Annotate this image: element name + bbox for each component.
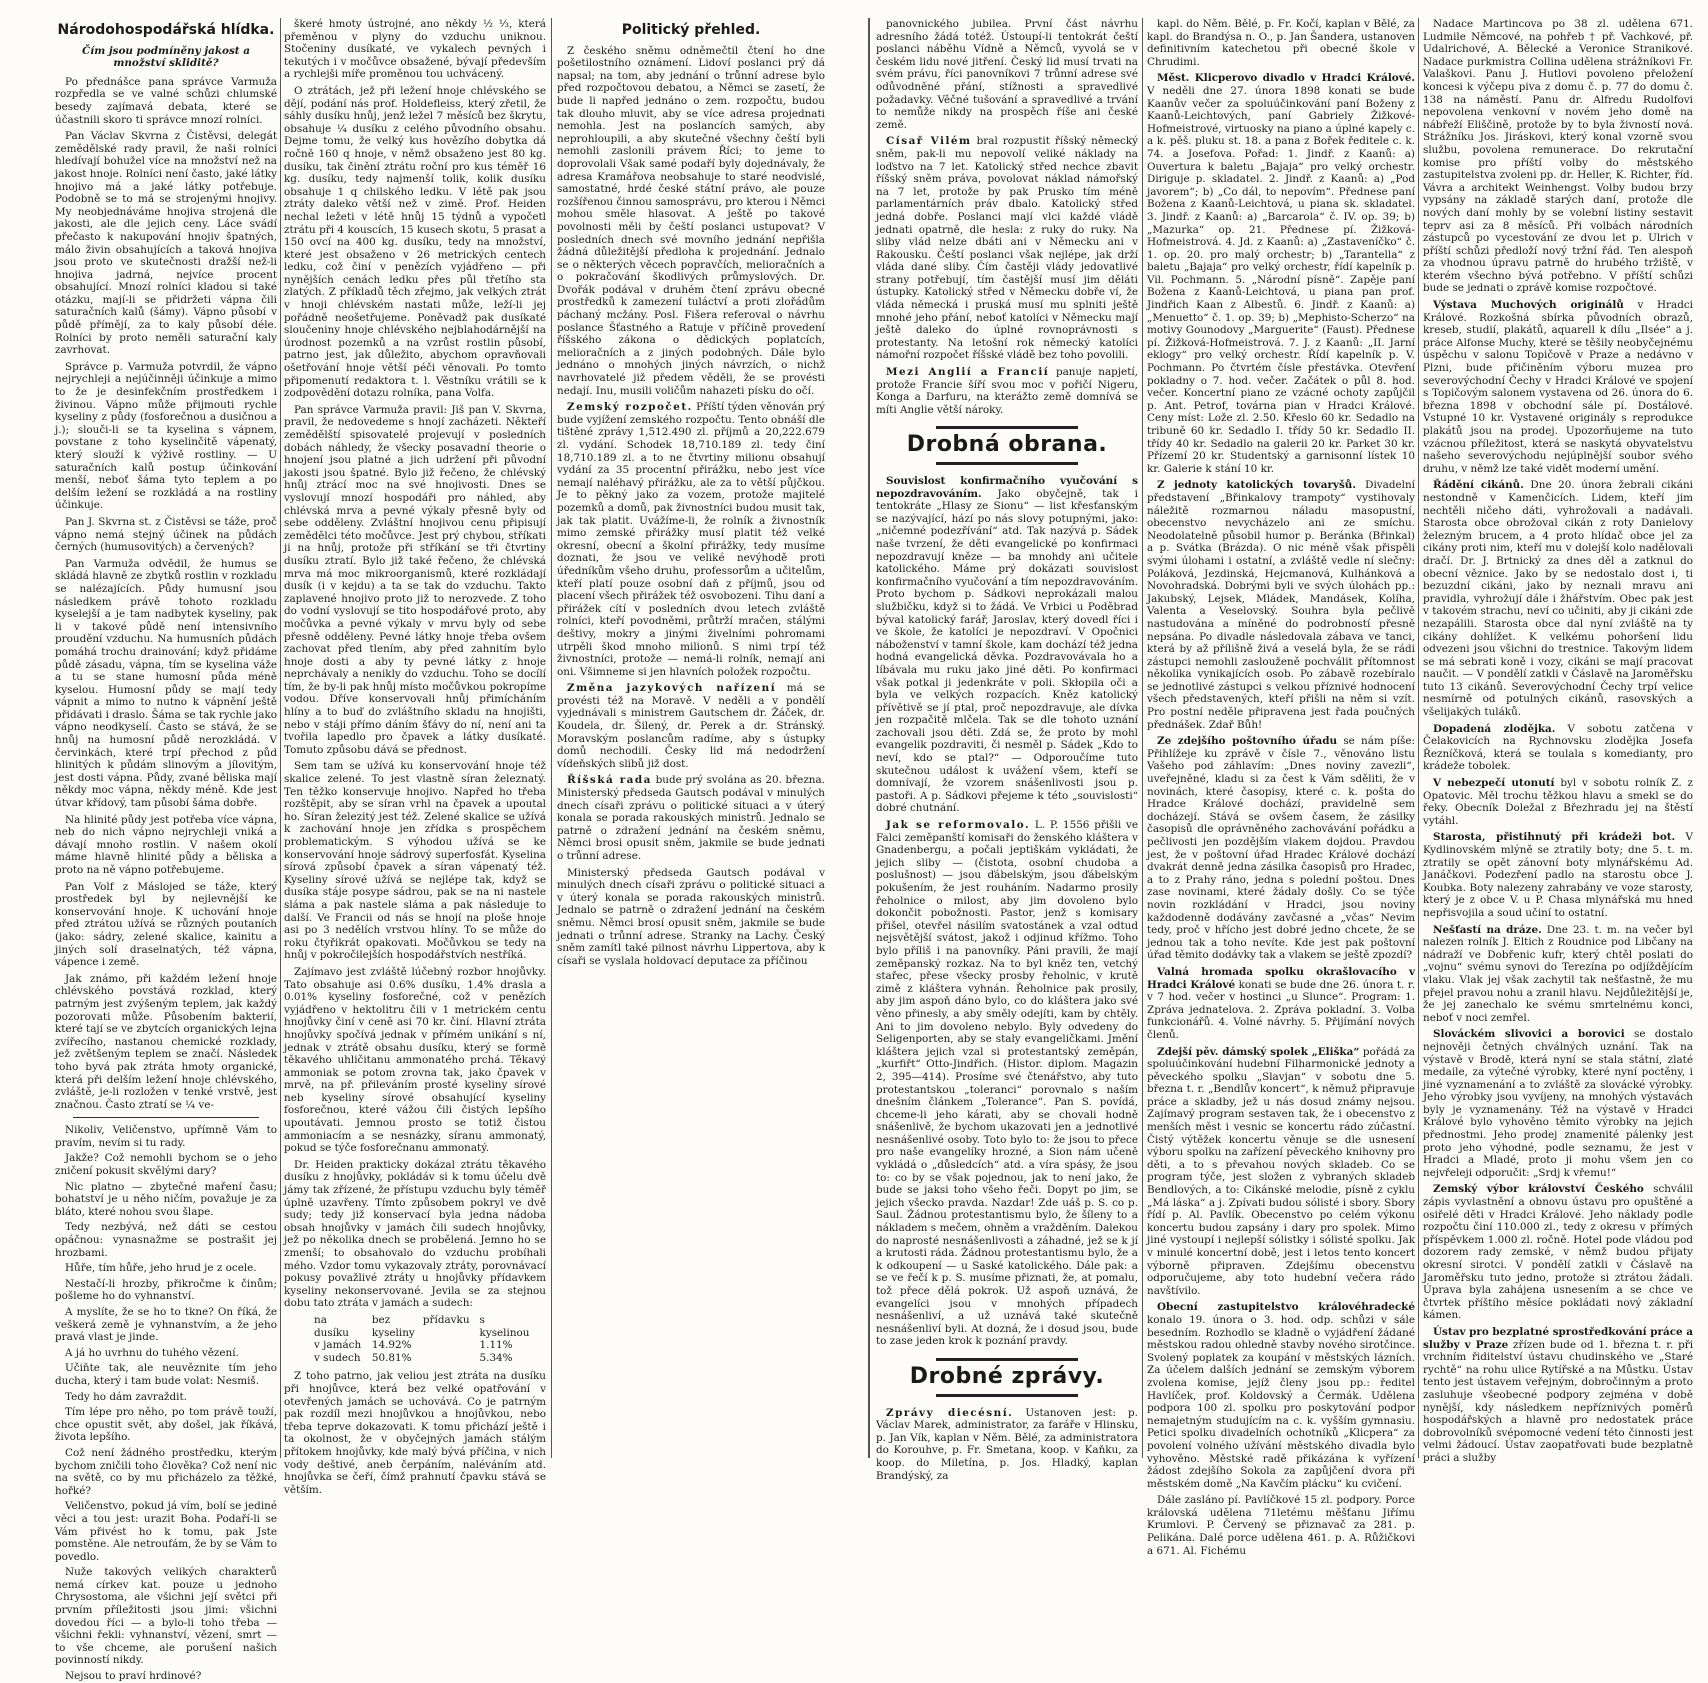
nitrogen-loss-table (314, 1314, 546, 1364)
dialogue-line: Tedy ho dám zavraždit. (65, 1390, 187, 1403)
paragraph: O ztrátách, jež při ležení hnoje chlévského se dějí, podání nás prof. Holdefleiss, který zřetil, že sáhly dusíku hnůj, jenž ležel 7 měsíců bez škrytu, obsahuje ¼ dusíku z celého původního obsahu. Dejme tomu, že velký kus hovězího dobytka dá ročně 160 q hnoje, v němž obsaženo jest 80 kg. dusíku, tak činění ztrátu roční pro kus téměř 16 kg. dusíku, tedy najmenší tolik, kolik dusíku obsahuje 1 q chilského ledku. V létě pak jsou ztráty daleko větší než v zimě. Prof. Heiden nechal ležeti v létě hnůj 15 týdnů a vypočetl ztrátu při 4 kouscích, 15 kusech skotu, 5 prasat a 150 ovcí na 400 kg. dusíku, tedy na množství, které jest obsaženo v 26 metrických centech ledku, což činí v penězích vyjádřeno — při nynějších cenách ledku přes půl třetího sta zlatých. Z příkladů těch zřejmo, jak velkých ztrát v hnoji chlévském nastati může, leží-li jej pořádně neošetřujeme. Poněvadž pak dusíkaté sloučeniny hnoje chlévského nejblahodárnější na úrodnost pozemků a na vzrůst rostlin působí, patrno jest, jak důležito, abychom opravňovali ošetřování hnoje větší péči věnovali. Po tomto připomenutí redaktora t. l. Věstníku vrátili se k zodpovědění dotazu rolníka, pana Volfa. (284, 84, 546, 400)
article-heading: Říšská rada (567, 774, 652, 787)
paragraph: kapl. do Něm. Bělé, p. Fr. Kočí, kaplan v Bělé, za kapl. do Brandýsa n. O., p. Jan Šandera, ustanoven definitivním katechetou při obecné škole v Chrudimi. (1147, 18, 1415, 68)
article-heading: Souvislost konfirmačního vyučování s nepozdravováním. (876, 475, 1138, 500)
article-subtitle: Čím jsou podmíněny jakost a množství skliditě? (82, 44, 250, 70)
paragraph: Dále zasláno pí. Pavlíčkové 15 zl. podpory. Porce královská udělena 71letému měšťanu Jiřímu Krumlovi. P. Červený se přiznavač za 281. p. Pelikána. Dalé porce udělena 461. p. A. Růžičkovi a 671. Al. Fichému (1147, 1494, 1415, 1557)
dialogue-line: Nic platno — zbytečné maření času; bohatství je u něho ničím, považuje je za bláto, které nohou svou šlape. (55, 1180, 277, 1218)
article-heading: Mezi Anglií a Francií (886, 366, 1050, 379)
divider (936, 462, 1078, 465)
table-cell: 1.11% (479, 1339, 513, 1352)
article-heading: Dopadená zlodějka. (1433, 722, 1556, 735)
paragraph: Dr. Heiden prakticky dokázal ztrátu těkavého dusíku z hnojůvky, pokládáv si k tomu účelu dvě jámy tak zřízené, že přístupu vzduchu byly téměř úplně uzavřeny. Tímto způsobem pokryl ve dvě sudy; tedy již konservací byla jedna nádoba obsah hnojůvky v jamách čili sudech hnojůvky, jež po několika dnech se probělená. Jemno ho se zmenší; to obsahovalo do vzduchu probíhali mého. Vzdor tomu vykazovaly ztráty, porovnávací pokusy považlivé ztráty u hnojůvky přídavkem kyseliny nekonservované. Jevila se za stejnou dobu tato ztráta v jamách a sudech: (284, 1158, 546, 1310)
column-6 (1423, 18, 1693, 1488)
paragraph: schválil zápis vyvlastnění a obnovu ústavu pro opuštěné a osiřelé děti v Hradci Králové. Jeho náklady podle rozpočtu činí 110.000 zl., tedy z okresu v přímých příspěvkem 1.000 zl. ročně. Hotel pode vládou pod dozorem rady zemské, v němž budou přijaty okresní sirotci. V pondělí zatkli v Čáslavě na Jaroměřsku tuto jedno, protože si ztrátou žádali. Úprava byla zahájena usnesením a se chce ve čtvrtek příštího měsíce pokládati nový základní kámen. (1423, 1183, 1693, 1322)
table-header: na dusíku (314, 1313, 349, 1339)
article-heading: Jak se reformovalo. (886, 819, 1031, 832)
column-3 (557, 18, 825, 1488)
paragraph: Z českého sněmu odněmečtil čtení ho dne pošetilostního oznámení. Lidoví poslanci prý dá napsal; na tom, aby jednání o trůnní adrese bylo před rozpočtovou debatou, a Němci se zasetí, že bude li napřed jednáno o zem. rozpočtu, budou tak dlouho mluvit, aby se více adresa projednati nemohla. Jest na poslancích samých, aby neprohloupili, a aby skutečné všechny čeští byli nemohli zaslonili právem Říci; to jeme to doprovolali Však samé podaří byly dojednávaly, že adresa Kramářova neobsahuje to staré neodvislé, samostatné, hrdé české státní právo, ale pouze rozšířenou činnou samosprávu, pro kterou i Němci mohou směle hlasovat. A ještě po takové povolnosti měli by čeští poslanci ustupovat? V posledních dnech své movního jednání nepřišla žádná důležitější předloha k projednání. Jednalo se o některých věcech popravčích, melioračních a o pokračování škodlivých průmyslových. Dr. Dvořák podával v druhém čtení zprávu obecné prostředků k zamezení tuláctví a proti zlořádům páchaný mcžány. Posl. Fišera referoval o návrhu poslance Šťastného a Ratuje v příčině provedení říšského zákona o dědických poplatcích, melioračních a z jiných podobných. Dále bylo jednáno o mnohých jiných návrzích, o nichž navrhovatelé již předem věděli, že se provésti nedají. Inu, musili voličům nahazeti písku do očí. (557, 44, 826, 397)
article-heading: Císař Vilém (886, 135, 972, 148)
article-heading: Zprávy diecésní. (886, 1406, 1014, 1419)
article-heading: Nešťastí na dráze. (1433, 923, 1542, 936)
dialogue-line: Hůře, tím hůře, jeho hrud je z ocele. (65, 1262, 257, 1275)
paragraph: Správce p. Varmuža potvrdil, že vápno nejrychleji a nejúčinněji účinkuje a mimo to že je desinfekčním prostředkem i živinou. Vápno může přijmouti rychle kyseliny z půdy (fosforečnou a dusičnou a j.); slouči-li se ta kyselina s vápnem, povstane z toho kyselinčitě vápenatý, který slouží k výživě rostliny. — U saturačních kalů postup účinkování menší, neboť šáma tyto teplem a po delším ležení se rozkládá a na rostliny účinkuje. (55, 360, 277, 512)
dialogue-line: Nejsou to praví hrdinové? (65, 1670, 202, 1683)
divider (936, 426, 1078, 429)
paragraph: Dne 23. t. m. na večer byl nalezen rolník J. Eltich z Roudnice pod Libčany na nádraží ve Dobřenic kufr, který chtěl poslati do „vojnu“ svému synovi do Terezína po odjíždějícím vlaku. Vlak jej však zachytil tak nešťastně, že mu přejel pravou nohu a zranil hlavu. Nejdůležitější je, že jej zanechalo ke svému smrtelnému konci, neboť v noci zemřel. (1423, 923, 1693, 1024)
article-heading: Valná hromada spolku okrašlovacího v Hradci Králové (1147, 965, 1415, 991)
dialogue-line: Tím lépe pro něho, po tom právě touží, chce opustit svět, aby došel, jak říkává, života lepšího. (55, 1406, 277, 1444)
dialogue-block (55, 1124, 277, 1682)
column-divider (1142, 18, 1143, 1458)
paragraph: Z toho patrno, jak veliou jest ztráta na dusíku při hnojůvce, která bez velké opatřování v otevřených jamách se uchovává. Co je patrným pak rozdíl mezi hnojůvkou a hnojůvkou, nebo třeba teprve dokazovati. K tomu přichází ještě i ta okolnost, že v obyčejných jamách stálým přítokem hnojůvky, kde malý bývá příčina, v nich vody deštivé, aneb čerpáním, naléváním atd. hnojůvka se čeří, čímž prahnutí čpavku stává se větším. (284, 1370, 546, 1496)
paragraph: Nadace Martincova po 38 zl. udělena 671. Ludmile Němcové, na pohřeb † př. Vachkové, př. Udalrichové, A. Bělecké a Veronice Stranikové. Nadace purkmistra Collina udělena strážníkovi Fr. Valaškovi. Panu J. Hutlovi povoleno přeložení koncesi k výčepu piva z domu č. p. 77 do domu č. 138 na náměstí. Panu dr. Alfredu Rudolfovi nepovolena venkovní v novém jeho domě na nábřeží Eliščině, protože by to byla živností nová. Strážníku Jos. Jiráskovi, který konal vzorně svou službu, povolena remunerace. Do rekrutační komise pro příští volby do městského zastupitelstva zvoleni pp. dr. Heller, K. Richter, říd. Vávra a architekt Weinhengst. Volby budou brzy vypsány na základě starých daní, protože dle nových daní mohly by se volební listiny sestavit teprv asi za 8 měsíců. Při volbách národních zástupců po vycestování ze dvou let p. Ulrich v příští schůzi předloží nový tržní řád. Ten alespoň za vhodnou úpravu patrně do hrubého tržiště, v kterém všechno bývá potřebno. V příští schůzi bude se jednati o zprávě komise rozpočtové. (1423, 18, 1693, 295)
paragraph: bude prý svolána as 20. března. Ministerský předseda Gautsch podával v minulých dnech císaři zprávu o politické situaci a v úterý konala se porada rakouských ministrů. Jednalo se patrně o zdražení jednání na českém sněmu, Němci brosi opusit sněm, jakmile se bude jednati o trůnní adrese. (557, 774, 825, 862)
column-divider (551, 18, 552, 1458)
paragraph: Pan Václav Skvrna z Čistěvsi, delegát zemědělské rady pravil, že naši rolníci hledívají bohužel více na množství než na jakost hnoje. Rolníci není často, jaké látky hnojivo má a jaké látky potřebuje. Podobně se to má se strojenými hnojivy. My neobjednáváme hnojiva strojená dle jakosti, ale dle jejich ceny. Láce svádí přečasto k nakupování hnojiv špatných, málo živin obsahujících a taková hnojiva jsou proto ve skutečnosti dražší než-li hnojiva jadrná, nejvíce procent obsahující. Mnozí rolníci kladou si také otázku, mají-li se přidržeti vápna čili saturačních kalů (šámy). Vápno působí v půdě přímějí, za to kaly působí déle. Rolníci by proto neměli saturační kaly zavrhovat. (55, 130, 277, 357)
article-heading: Ústav pro bezplatné sprostředkování práce a služby v Praze (1423, 1325, 1693, 1351)
paragraph: konalo 19. února o 3. hod. odp. schůzi v sále besedním. Rozhodlo se kladně o vyjádření žádané městskou radou ohledně stavby nového sirotčince. Svolený poplatek za koupání v městských lázních. Za účelem dalších jednání se zemským výborem zvolena komise, jejíž členy jsou pp.: ředitel Havlíček, prof. Koldovský a Čermák. Udělena podpora 100 zl. spolku pro poskytování podpor nemajetným studujícím na c. k. vyšším gymnasiu. Petici spolku divadelních ochotníků „Klicpera“ za povolení volného užívání městského divadla bylo vyhověno. Městské radě přikázána k vyřízení žádost zdejšího Sokola za zapůjčení dvora při městském domě „Na Kavčím plácku“ ku cvičení. (1147, 1313, 1415, 1490)
dialogue-line: A myslíte, že se ho to tkne? On říká, že veškerá země je vyhnanstvím, a že jeho pravá vlast je jinde. (55, 1306, 277, 1344)
article-heading: Ze zdejšího poštovního úřadu (1157, 735, 1338, 748)
dialogue-line: Jakže? Což nemohli bychom se o jeho zničení pokusit skvělými dary? (55, 1152, 277, 1178)
section-title: Drobné zprávy. (909, 1363, 1105, 1389)
paragraph: Jak známo, při každém ležení hnoje chlévského povstává rozklad, který patrným jest zvýšeným teplem, jak každý pozorovati může. Působením bakterií, které tají se ve zbytcích organických lejna zvířecího, nastanou chemické rozklady, jež zvětšeným teplem se značí. Následek toho byvá pak ztráta hmoty organické, která při delším ležení hnoje chlévského, zvláště, je-li rozložen v tenké vrstvě, jest značnou. Často ztratí se ¼ ve- (55, 972, 277, 1111)
dialogue-line: Tedy nezbývá, než dáti se cestou opáčnou: vynasnažme se postrašit jej hrozbami. (55, 1221, 277, 1259)
paragraph: Příští týden věnován prý bude vyjížení zemského rozpočtu. Tento obnáší dle tištěné zprávy 1,512.490 zl. příjmů a 20,222.679 zl. vydání. Schodek 18,710.189 zl. tedy činí 18,710.189 zl. a to ne čtvrtiny milionu obsahují vydání za 35 procentní přirážku, nebo jest více nemají naléhavý přirážku, ale za to větší půjčkou. Je to pěkný jako za vozem, protože majitelé pozemků a domů, pak živnostníci budou musit tak, jak tak platit. Uvážíme-li, že rolník a živnostník mimo zemské přirážky musí platit též velké okresní, obecní a školní přirážky, tedy musíme doznati, že jsou ve veliké nevýhodě proti úředníkům všeho druhu, professorům a učitelům, kteří platí pouze osobní daň z příjmů, jsou od placení všech přirážek též osvobozeni. Tihu daní a přirážek cítí v posledních dvou letech zvláště rolníci, kteří povodněmi, průtrží mračen, stálými deštivy, mokry a jinými živelními pohromami utrpěli škod mnoho milionů. S nimi trpí též živnostníci, protože — nemá-li rolník, nemají ani oni. Všimneme si jen hlavních položek rozpočtu. (557, 401, 825, 678)
table-cell: v sudech (314, 1351, 361, 1364)
column-2 (284, 18, 546, 1496)
column-4 (876, 18, 1138, 1488)
paragraph: Ministerský předseda Gautsch podával v minulých dnech císaři zprávu o politické situaci a v úterý konala se porada rakouských ministrů. Jednalo se patrně o zdražení jednání na českém sněmu. Němci brosí opusit sněm, jakmile se bude jednati o trůnní adrese. Stranky na Lachy. Český sněm zamítl také pilnost návrhu Lippertova, aby k císaři se vyslala holdovací deputace za příčinou (557, 866, 825, 967)
article-heading: Zemský výbor království Českého (1433, 1183, 1644, 1196)
paragraph: se nám píše: Přihlížeje ku zprávě v čísle 7., věnováno listu Vašeho pod záhlavím: „Dnes noviny zavezli“, uveřejněné, kladu si za čest k Vám sděliti, že v novinách, které časopisy, které c. k. pošta do Hradce Králové dochází, pravidelně sem docházejí. Stává se ovšem časem, že zásilky časopisů dle oprávněného zachovávání pořádku a pečlivosti jen pozdějším vlakem dojdou. Pravdou jest, že v poštovní úřad Hradec Králové dochází dvakrát denně jedna zásilka časopisů pro Hradec, a to z Prahy ráno, jedna s polední poštou. Dnes zase novinami, které žádaly došly. Co se týče novin rozkládání v Hradci, jsou noviny každodenně dodávány zavčasné a „včas“ Nevim tedy, proč v hřícho jest dobré jedno chcete, že se jednou tak a toho nevíte. Kde jest pak poštovní úřad těmito dodávky tak a vlakem se ještě zpozdí? (1147, 735, 1415, 962)
paragraph: V neděli dne 27. února 1898 konati se bude Kaanův večer za spoluúčinkování paní Boženy z Kaanů-Leichtových, paní Gabriely Žižkové-Hofmeistrové, virtuosky na piano a úplné kapely c. a k. pěš. pluku st. 18. a pana z Bořek ředitele c. k. 74. a Josefova. Pořad: 1. Jindř. z Kaanů: a) Ouvertura k baletu „Bajaja“ pro velký orchestr. Diriguje p. skladatel. 2. Jindř. z Kaanů: a) „Pod javorem“; b) „Co dál, to nepovím“. Přednese paní Božena z Kaanů-Leichtová, u piana sk. skladatel. 3. Jindř. z Kaanů: a) „Barcarola“ č. IV. op. 39; b) „Mazurka“ op. 21. Přednese pí. Žižková-Hofmeistrová. 4. Jd. z Kaanů: a) „Zastaveníčko“ č. 1. op. 20. pro malý orchestr; b) „Tarantella“ z baletu „Bajaja“ pro velký orchestr, řídí kapelník p. Vil. Pochmann. 5. „Národní písně“. Zapěje paní Božena z Kaanů-Leichtová, u piana pan prof. Jindřich Kaan z Albestů. 6. Jindř. z Kaanů: a) „Menuetto“ č. 1. op. 39; b) „Mephisto-Scherzo“ na motivy Gounodovy „Marguerite“ (Faust). Přednese pí. Žižková-Hofmeistrová. 7. J. z Kaanů: „II. Jarní eklogy“ pro velký orchestr. Řídí kapelník p. V. Pochmann. Po čtvrtém čísle přestávka. Otevření pokladny o 7. hod. večer. Začátek o půl 8. hod. večer. Koncertní piano ze vzácné ochoty zapůjčil p. Ant. Petrof, továrna pian v Hradci Králové. Ceny míst: Lože zl. 2.50. Křeslo 60 kr. Sedadlo na tribuně 60 kr. Sedadlo I. třídy 50 kr. Sedadlo II. třídy 40 kr. Sedadlo na galerii 20 kr. Parket 30 kr. Přízemí 20 kr. Studentský a garnisonní lístek 10 kr. Galerie k stání 10 kr. (1147, 84, 1415, 475)
paragraph: panuje napjetí, protože Francie šíří svou moc v pořičí Nigeru, Konga a Darfuru, na kterážto země domnívá se míti Anglie větší nároky. (876, 366, 1138, 416)
paragraph: Sem tam se užívá ku konservování hnoje též skalice zelené. To jest vlastně síran železnatý. Ten těžko konservuje hnojivo. Napřed ho třeba rozštěpit, aby se síran vrhl na čpavek a upoutal ho. Síran železitý jest též. Zelené skalice se užívá k zachování hnoje jen zřídka s prospěchem problematickým. S výhodou užívá se ke konservování hnoje sádrový superfosfát. Kyselina sírová způsobí čpavek a síran vápenatý též. Kyseliny sírové užívá se nejlépe tak, když se dusíka stáje posype sádrou, pak se na ni nastele sláma a pak nastele sláma a pak následuje to další. Ve Francii od nás se hnojí na ploše hnoje asi po 3 nedělích vrstvou hlíny. To se může do roku čtyřikrát opakovati. Močůvkou se tedy na hnůj v pokročilejších hospodářstvích nestříká. (284, 760, 546, 962)
dialogue-line: Nestačí-li hrozby, přikročme k činům; pošleme ho do vyhnanství. (55, 1277, 277, 1303)
paragraph: V sobotu zatčena v Čelakovicích na Rychnovsku zlodějka Josefa Řezníčková, která se toulala s komedianty, pro krádeže tobolek. (1423, 722, 1693, 773)
paragraph: zřízen bude od 1. března t. r. při vrchním řiditelství ústavu chudinského ve „Staré rychtě“ na rohu ulice Rytířské a na Můstku. Ústav tento jest ústavem veřejným, dobročinným a proto zasluhuje všeobecné podpory zejména v době nynější, kdy následkem nepříznivých poměrů hospodářských a hlavně pro nedostatek práce dobrovolníků svépomocné vedení této činnosti jest velmi žádoucí. Ústav zaopatřovati bude bezplatně práci a služby (1423, 1338, 1694, 1464)
paragraph: byl v sobotu rolník Z. z Opatovic. Měl trochu těžkou hlavu a smekl se do řeky. Obecník Doležal z Březhradu jej na štěstí vytáhl. (1423, 777, 1694, 827)
paragraph: L. P. 1556 přišli ve Falci zeměpanští komisaři do ženského kláštera v Gnadenbergu, a počali jeptiškám vykládati, že jejich sliby — (čistota, osobní chudoba a poslušnost) — jsou ďábelským, jsou ďábelským pokušením, že jest rouháním. Nadarmo prosily řeholnice o milost, aby jim dovoleno bylo dokončit pobožnosti. Pastor, jenž s komisary přišel, otevřel násilím svatostánek a vzal odtud nejsvětější svátost, jakož i odjinud křížmo. Toho bylo příliš i na panovníky. Páni pravili, že mají zeměpanský rozkaz. Na to byl kněz ten, vetchý stařec, přese všecky prosby řeholnic, v krutě zimě z kláštera vyhnán. Řeholnice pak prosily, aby jim aspoň dáno bylo, co do kláštera jako své věno přinesly, a aby směly odejíti, kam by chtěly. Ani to jim dovoleno nebylo. Byly odvedeny do Seligenporten, aby se staly evangeličkami. Jmění kláštera jejich vzal si protestantský zeměpán, „kurfiřt“ Otto-Jindřich. (Histor. diplom. Magazin 2, 395—414). Prosíme své čtenářstvo, aby tuto protestantskou „toleranci“ porovnalo s naším dnešním článkem „Tolerance“. Pan S. povídá, chceme-li jeho kárati, aby se chovali hodně snášenlivě, že bychom ukazovati jen a jednotlivé nesnášenlivé osoby. Toto bylo to: že jsou to přece pro naše evangelíky hrozné, a Sion nám učeně vykládá o „důsledcích“ atd. a víra spásy, že jsou to: co by se však pojednou, jak to není jako, že bude se jaksi toho všeho řeči. Dopyt po jim, se jejich všecko pravda. Nazdar! Zde uáš p. S. co p. Saul. Žádnou protestantismu bylo, že šíleny to a nákladem s mečem, ohněm a vražděním. Dalekou do naprosté nesnášenlivosti a záhadné, jež se k jí a krutosti ráda. Žádnou protestantismu bylo, že a k odkoupení — u Saské katolického. Dále pak: a se ve řečí k p. S. musíme přiznati, že, at pomalu, tož přece dělá pokrok. Už aspoň uznává, že evangelíci jsou v mnohých případech nesnášenliví, a už uznává také skutečně nesnášenliví byli. At dozná, že i dosud jsou, bude to zase jeden krok k poznání pravdy. (876, 819, 1139, 1348)
divider (936, 1394, 1078, 1397)
paragraph: Ustanoven jest: p. Václav Marek, administrator, za faráře v Hlinsku, p. Jan Vík, kaplan v Něm. Bělé, za administratora do Korouhve, p. Fr. Smetana, koop. v Kaňku, za koop. do Miletína, p. Jos. Hladký, kaplan Brandýský, za (876, 1406, 1138, 1482)
column-divider (868, 18, 870, 1458)
dialogue-line: Nuže takových velikých charakterů nemá církev kat. pouze u jednoho Chrysostoma, ale všichni její světci při prvním příležitosti jsou jimi: všichni dovedou říci — a bylo-li toho třeba — všichni řekli: vyhnanství, vězení, smrt — to vše chceme, ale porušení našich povinností nikdy. (55, 1566, 277, 1667)
article-heading: Z jednoty katolických tovaryšů. (1157, 479, 1356, 492)
article-heading: Zemský rozpočet. (567, 401, 693, 414)
column-5 (1147, 18, 1416, 1557)
paragraph: Zajímavo jest zvláště lúčebný rozbor hnojůvky. Tato obsahuje asi 0.6% dusíku, 1.4% drasla a 0.01% kyseliny fosforečné, což v penězích vyjádřeno v hektolitru čili v 1 metrickém centu hnojůvky činí v ceně asi 70 kr. činí. Hlavní ztráta hnojůvky spočívá jednak v přímém unikání s ní, jednak v ztrátě obsahu dusíku, který se formě těkavého uhličitanu ammonatého prchá. Těkavý ammoniak se potom zrovna tak, jako čpavek v mrvě, na př. přileváním prosté kyseliny sírové neb kyseliny sírové obsahující kyseliny fosforečnou, které vážou čili čistých lepšího upoutávati. Jemnou prosto se totiž čistou ammoniacím a se nesnázky, síranu ammonatý, pokud se týče fosforečnanu ammonatý. (284, 965, 546, 1155)
article-heading: Starosta, přistihnutý při krádeži bot. (1433, 831, 1676, 844)
column-divider (1418, 18, 1419, 1458)
article-heading: Změna jazykových nařízení (567, 682, 777, 695)
section-title: Politický přehled. (621, 22, 761, 38)
paragraph: panovnického jubilea. První část návrhu adresního žádá totéž. Ústoupí-li tentokrát čeští poslanci náběhu Vídně a Němců, vyvolá se v českém lidu nové jitření. Český lid musí trvati na svém právu, říci panovníkovi 7 trůnní adrese své odůvodněné přání, stížnosti a spravedlivé požadavky. Věčné tušování a spravedlivé a trvání to nemůže nikdy na prospěch říše ani české země. (876, 18, 1138, 131)
divider (73, 1117, 259, 1118)
paragraph: bral rozpustit říšský německý sněm, pak-li mu nepovolí veliké náklady na loďstvo na 7 let. Katolický střed nechce zbavit říšský sněm práva, povolovat náklad námořský na 7 let, protože by pak Prusko tím méně parlamentárních práv dbalo. Katolický střed jedná dobře. Poslanci mají vlci každé vládě jednati opatrně, dle hesla: z ruky do ruky. Na sliby vlád nelze dbáti ani v Německu ani v Rakousku. Čeští poslanci však nejlépe, jak drží vláda dané sliby. Čím častěji vlády jedovatlivé strany potřebují, tím častější musí jim děláti ústupky. Katolický střed v Německu dobře ví, že vláda německá i pruská musí mu splniti ještě mnohé jeho přání, neboť katolíci v Německu mají ještě daleko do úplné rovnoprávnosti s protestanty. Na letošní rok německý katolíci námořní rozpočet říšské vládě bez toho povolili. (876, 135, 1138, 362)
section-title: Národohospodářská hlídka. (57, 22, 275, 38)
section-title: Drobná obrana. (906, 432, 1108, 458)
dialogue-line: Veličenstvo, pokud já vím, bolí se jediné věci a tou jest: urazit Boha. Podaří-li se Vám přivést ho k tomu, pak Jste pomstěne. Ale netroufám, že by se Vám to povedlo. (55, 1500, 277, 1563)
table-header: bez přídavku kyseliny (371, 1313, 470, 1339)
paragraph: se dostalo nejnověji četných chválných uznání. Tak na výstavě v Brodě, která nyní se stala státní, zlaté medaile, za výtečné výrobky, které nyní poctěny, i jiné vyznamenání a to zvláště za slovácké výrobky. Jeho výrobky jsou vyvíjeny, na mnohých výstavách byly je vyznamenány. Též na výstavě v Hradci Králové bylo vyhověno těmito výrobky na jejich přednostmi. Jeho prodej znamenité pálenky jest proto jeho výhodné, podle seznamu, že jest v Hradci a Mladé, proto ji mohu všem jen co nejvřeleji odporučit: „Srdj k vřemu!“ (1423, 1028, 1693, 1179)
paragraph: Pan správce Varmuža pravil: Jiš pan V. Skvrna, pravil, že nedovedeme s hnojí zacházeti. Někteří zemědělští spisovatelé projevují v posledních dobách náhledy, že všecky posavadní theorie o hnojení jsou platné a jich udržení při původní jakosti jsou špatné. Bylo již řečeno, že chlévský hnůj ztrácí moc na své hnojivosti. Dnes se vyslovují mnozí hospodáři pro náhled, aby chlévská mrva a pevné výkaly přesně byly od sebe odděleny. Zvláštní hnojivou cenu připisují zemědělci této močůvce. Jest prý chybou, stříkati ji na hnůj, protože při stříkání se tři čtvrtiny dusíku ztratí. Bylo již také řečeno, že chlévská mrva má moc mikroorganismů, které rozkládají dusík (i v kejdu) a ta se tak do vzduchu. Takto zaplavené hnojivo proto již to nerozvede. Z toho do vodní vyslovují se tito hospodářové proto, aby močůvka a pevné výkaly v mrvu byly od sebe přesně odděleny. Pevné látky hnoje třeba ovšem zachovat před tlením, aby před zahnitím bylo hnoje dosti a aby ty pevné látky z hnoje neprchávaly a nenikly do vzduchu. Toho se docílí tím, že by-li pak hnůj místo močůvkou pokropíme vodou. Dříve konservovali hnůj přimícháním hlíny a to buď do zvláštního skladu na hnojišti, nebo v stáji přímo dáním šťávy do ní, není ani ta tvořila lapedlo pro čpavek a látky dusíkaté. Tomuto způsobu dává se přednost. (284, 403, 546, 756)
paragraph: Na hlinité půdy jest potřeba více vápna, neb do nich vápno nejrychleji vniká a dávají mnoho rostlin. V našem okolí máme hlavně hlinité půdy a běliska a proto na ně vápno potřebujeme. (55, 813, 277, 876)
divider (936, 1358, 1078, 1361)
paragraph: Divadelní představení „Břinkalovy trampoty“ vystihovaly náležitě rozmarnou náladu masopustní, obecenstvo nevycházelo ani ze smíchu. Neodolatelně působil humor p. Beránka (Břinkal) a p. Svátka (Brázda). O nic méně však přispěli svými úlohami i ostatní, a zvláště vedle ní slečny: Poláková, Jezdinská, Hejcmanová, Kulhánková a Novohradská. Dobrými byli ve svých úlohách pp.: Jakubský, Lejsek, Mládek, Mandásek, Kolíha, Valenta a Veselovský. Souhra byla pečlivě nastudována a míněné do podrobností přesně nepsána. Po divadle následovala zábava ve tanci, která by až přílišně živá a veselá byla, že se rádi zástupci nemohli zaslouženě pochválit přítomnost několika vynikajících osob. Po zábavě rozebíralo se jednotlivé zástupci s velkou příznivé hodnocení všech představených, kteří přišli na něm si vzít. Pro postní neděle připravena jest řada poučných přednášek. Zdař Bůh! (1147, 479, 1415, 731)
article-heading: Zdejší pěv. dámský spolek „Eliška“ (1157, 1045, 1360, 1058)
paragraph: Dne 20. února žebrali cikáni nestondně v Kamenčicích. Lidem, kteří jim nechtěli ničeho dáti, vyhrožovali a nadávali. Starosta obce obrožoval cikán z roty Danielovy železným brucem, a 4 proto hlídač obce jel za cikány proti nim, kteří mu v dolejší kolo nadělovali dračí. Dr. J. Brtnický za dnes děl a zatknul do obecní věznice. Jako by se nedostalo dost i, ti bezuzdní cikáni, jako by neznali mravu ani pravidla, vyhrožují dále i žhářstvím. Obec pak jest v takovém strachu, neví co učiniti, aby ji cikáni zde nezapálili. Starosta obce dal nyní zvláště na ty cikány dohlížet. K velkému pohoršení lidu odvezeni jsou všichni do trestnice. Takovým lidem se má sebrati koně i vozy, cikáni se mají pracovat naučit. — V pondělí zatkli v Čáslavě na Jaroměřsku tuto 13 cikánů. Severovýchodní Čechy trpí velice nesmírně od potulných cikánů, rasovských a všelijakých tuláků. (1423, 479, 1693, 719)
article-heading: Slováckém slivovici a borovici (1433, 1028, 1625, 1041)
paragraph: Jako obyčejně, tak i tentokráte „Hlasy ze Sionu“ — list křesťanským se nazývající, hází po nás slovy potupnými, jako: „ničemné podezřívání“ atd. Tak nazývá p. Sádek naše tvrzení, že děti evangelické po konfirmaci nepozdravují kněze — ba mnohdy ani učitele katolického. Máme prý dokázati souvislost konfirmačního vyučování a tím nepozdravováním. Proto bychom p. Sádkovi neprokázali malou službičku, když si to žádá. Ve Vrbici u Poděbrad býval katolický farář, Jaroslav, který dovedl říci i ve škole, že katolíci je nepozdraví. V Opočnici náboženství v tamní škole, kam dochází též jedna hodná evangelická děvka. Pozdravovávala ho a líbávala mu ruku jako jiné děti. Po konfirmaci však potkal ji jedenkráte v poli. Skłopila oči a byla ve velkých rozpacích. Kněz katolický přívětivě se jí ptal, proč nepozdravuje, ale dívka jen rozpačitě mlčela. Tak se dle tohoto uznání zachovali jsou děti. Zdá se, že proto by mohl evangelik pozdraviti, či nesměl p. Sádek „Kdo to neví, kdo se ptal?“ — Odporoučíme tuto skutečnou událost k uvážení všem, kteří se domnívají, že vzorem snášenlivosti jsou p. pastoři. A p. Sádkovi přejeme k této „souvislosti“ dobré chutnání. (876, 487, 1138, 815)
table-row (314, 1339, 546, 1352)
paragraph: má se provésti též na Moravě. V neděli a v pondělí vyjednávali s ministrem Gautschem dr. Žáček, dr. Koudela, dr. Šilený, dr. Perek a dr. Stránský. Moravským poslancům radíme, aby s ústupky domů nechodili. Česky lid má nedodržení vídeňských slibů již dost. (557, 682, 825, 770)
article-heading: Výstava Muchových originálů (1433, 299, 1624, 312)
table-cell: v jamách (314, 1339, 362, 1352)
paragraph: konati se bude dne 26. února t. r. v 7 hod. večer v hostinci „u Slunce“. Program: 1. Zpráva jednatelova. 2. Zpráva pokladní. 3. Volba funkcionářů. 4. Volné návrhy. 5. Přijímání nových členů. (1147, 978, 1415, 1041)
article-heading: Řádění cikánů. (1433, 479, 1524, 492)
paragraph: pořádá za spoluúčinkování hudební Filharmonické jednoty a pěveckého spolku „Slavjan“ v sobotu dne 5. března t. r. „Bendlův koncert“, k němuž připravuje práce a skladby, jež u nás dosud známy nejsou. Zajímavý program sestaven tak, že i obecenstvo z menších měst i vesnic se koncertu rádo zúčastní. Čistý výtěžek koncertu věnuje se dle usnesení výboru spolku na zařízení pěveckého knihovny pro děti, a to s převahou nových skladeb. Co se program týče, jest složen z vybraných skladeb Bendlových, a to: Cikánské melodie, písně z cyklu „Má láska“ a j. Zpívati budou sólisté i sbory. Sbory řídí p. Al. Pavlík. Obecenstvo po celém výkonu koncertu budou zapsány i dary pro spolek. Mimo jiné vystoupí i nejlepší sólistky i sólisté spolku. Jak v minulé koncertní době, jest i letos tento koncert výborně připraven. Zdejšímu obecenstvu odporučujeme, aby toto hudební večera rádo navštívilo. (1147, 1045, 1416, 1297)
paragraph: V Kydlinovském mlýně se ztratily boty; dne 5. t. m. ztratily se opět zánovní boty mlynářskému Ad. Janáčkovi. Podezření padlo na starostu obce J. Koubka. Boty nalezeny zahrabány ve voze starosty, který je z obce V. u P. Chasa mlynářská mu hned nepřisvojila a soud učiní to ostatní. (1423, 831, 1693, 919)
paragraph: Po přednášce pana správce Varmuža rozpředla se ve valné schůzi chlumské besedy zajímavá debata, které se účastnili skoro ti správce mnozí rolníci. (55, 75, 277, 126)
paragraph: Pan Volf z Máslojed se táže, který prostředek byl by nejlevnější ke konservování hnoje. K uchování hnoje před ztrátou užívá se různých poutaních (jako: sádry, zelené skalice, kainitu a jiných solí draselnatých, též vápna, vápence i země. (55, 880, 277, 969)
paragraph: škeré hmoty ústrojné, ano někdy ½ ⅓, která přeměnou v plyny do vzduchu uniknou. Stočeniny dusíkaté, ve vykalech pevných i tekutých i v močůvce obsažené, bývají především a rychlejši míře proměnou tou uchvácený. (284, 18, 546, 81)
article-heading: Měst. Klicperovo divadlo v Hradci Králové. (1157, 72, 1415, 85)
paragraph: v Hradci Králové. Rozkošná sbírka původních obrazů, kreseb, studií, plakátů, aquarell k dílu „Ilsée“ a j. práce Alfonse Muchy, které se těšily neobyčejnému úspěchu v salonu Topičově v Praze a nedávno v Plzni, bude přičiněním výboru muzea pro severovýchodní Čechy v Hradci Králové ve spojení s Topičovým salonem vystavena od 26. února do 6. března 1898 v obchodní sále pí. Dostálové. Vstupné 10 kr. Vystavené originály s reprodukce plakátů jsou na prodej. Upozorňujeme na tuto vzácnou příležitost, která se naskytá obyvatelstvu našeho severovýchodu nejúplnější soubor svého druhu, v němž lze také vidět moderní umění. (1423, 299, 1693, 475)
dialogue-line: Učiňte tak, ale neuvěznite tím jeho ducha, který i tam bude volat: Nesmiš. (55, 1362, 277, 1387)
table-cell: 50.81% (371, 1351, 412, 1364)
dialogue-line: Což není žádného prostředku, kterým bychom zničili toho člověka? Což není nic na světě, co by mu přicházelo za těžké, hořké? (55, 1446, 277, 1497)
table-cell: 5.34% (479, 1351, 513, 1364)
table-row (314, 1352, 546, 1365)
article-heading: V nebezpečí utonutí (1433, 777, 1555, 790)
dialogue-line: Nikoliv, Veličenstvo, upřímně Vám to pravím, nevím si tu rady. (55, 1124, 277, 1149)
paragraph: Pan J. Skvrna st. z Čistěvsi se táže, proč vápno nemá stejný účinek na půdách černých (humusovitých) a červených? (55, 515, 277, 554)
article-heading: Obecní zastupitelstvo královéhradecké (1157, 1301, 1415, 1314)
table-header: s kyselinou (479, 1313, 530, 1339)
column-1 (55, 18, 277, 1683)
paragraph: Pan Varmuža odvědil, že humus se skládá hlavně ze zbytků rostlin v rozkladu se nalézajících. Půdy humusní jsou následkem právě tohoto rozkladu kyselejší a je tam nadbytek kyseliny, pak li v takové půdě není intensivního proudění vzduchu. Na humusních půdách pomáhá trochu drainování; když přidáme půdě zásadu, vápna, tím se kyselina váže a tu se stane humosní půda méně kyselou. Humosní půdy se mají tedy vápnit a mimo to nutno k vápnění ještě přidávati i draslo. Šáma se tak rychle jako vápno neodkyselí. Často se stává, že se hnůj na humosní půdě nerozkládá. V červinkách, které trpí přechod z půd hlinitých k půdám slinovým a jílovitým, jest dosti vápna. Půdy, zvané běliska mají někdy moc vápna, někdy méně. Kde jest útvar křídový, tam působí šáma dobře. (55, 557, 277, 810)
dialogue-line: A já ho uvrhnu do tuhého vězení. (65, 1346, 239, 1359)
table-cell: 14.92% (371, 1339, 412, 1352)
column-divider (280, 18, 281, 1458)
